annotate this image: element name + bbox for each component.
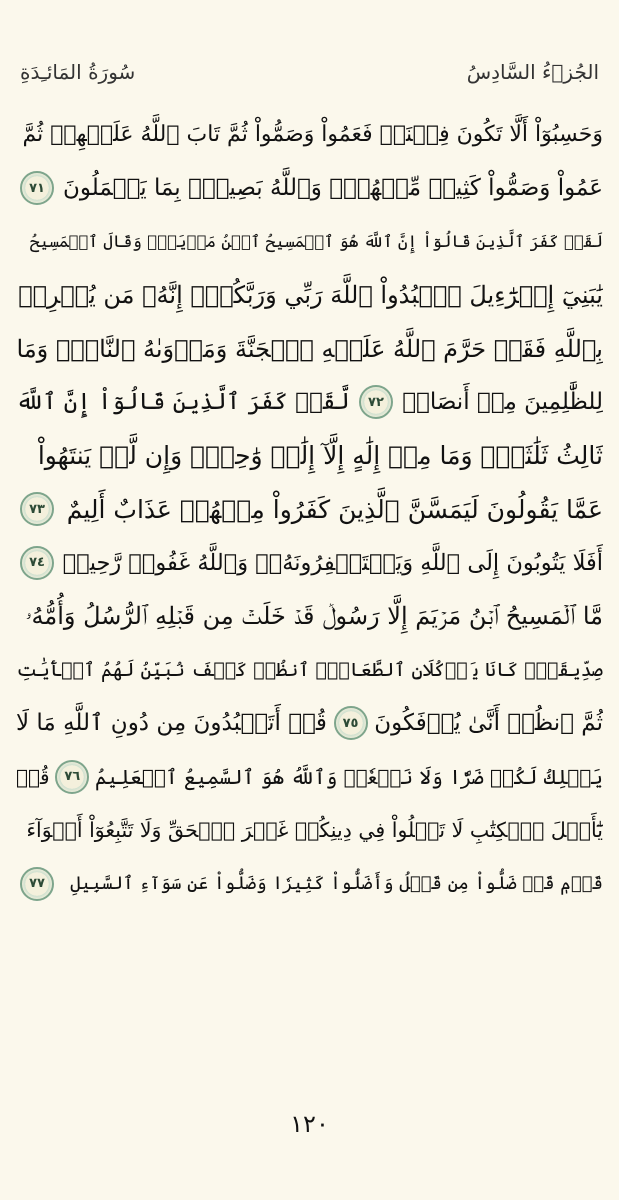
- text-line: [16, 162, 603, 216]
- text-line: [16, 697, 603, 751]
- page-header: [20, 52, 599, 92]
- ayah-number-marker: ٧٢: [359, 385, 393, 419]
- text-line: [16, 643, 603, 697]
- verse-text: وَحَسِبُوٓاْ أَلَّا تَكُونَ فِتۡنَةٞ فَعَمُواْ وَصَمُّواْ ثُمَّ تَابَ ٱللَّهُ عَلَيۡهِمۡ ثُمَّ: [22, 122, 603, 148]
- verse-text: يَمۡلِكُ لَكُمۡ ضَرّٗا وَلَا نَفۡعٗاۚ وَٱللَّهُ هُوَ ٱلسَّمِيعُ ٱلۡعَلِيمُ: [95, 764, 603, 789]
- text-line: [16, 750, 603, 804]
- quran-text: [16, 108, 603, 911]
- verse-text: بِٱللَّهِ فَقَدۡ حَرَّمَ ٱللَّهُ عَلَيۡهِ ٱلۡجَنَّةَ وَمَأۡوَىٰهُ ٱلنَّارُۖ وَمَا: [16, 334, 603, 363]
- text-line: [16, 376, 603, 430]
- verse-text: عَمُواْ وَصَمُّواْ كَثِيرٞ مِّنۡهُمۡۚ وَٱللَّهُ بَصِيرُۢ بِمَا يَعۡمَلُونَ: [63, 175, 603, 202]
- verse-text: ثُمَّ ٱنظُرۡ أَنَّىٰ يُؤۡفَكُونَ: [374, 710, 603, 737]
- ayah-number-marker: ٧٥: [334, 706, 368, 740]
- verse-text: يَٰٓأَهۡلَ ٱلۡكِتَٰبِ لَا تَغۡلُواْ فِي دِينِكُمۡ غَيۡرَ ٱلۡحَقِّ وَلَا تَتَّبِعُوٓاْ أَهۡوَآءَ: [26, 818, 603, 843]
- verse-text: عَمَّا يَقُولُونَ لَيَمَسَّنَّ ٱلَّذِينَ كَفَرُواْ مِنۡهُمۡ عَذَابٌ أَلِيمٌ: [66, 494, 603, 524]
- text-line: [16, 322, 603, 376]
- ayah-number-marker: ٧٣: [20, 492, 54, 526]
- text-line: [16, 590, 603, 644]
- verse-text: لِلظَّٰلِمِينَ مِنۡ أَنصَارٖ: [402, 389, 603, 416]
- page-number: ١٢٠: [290, 1110, 329, 1138]
- text-line: [16, 215, 603, 269]
- ayah-number-marker: ٧٤: [20, 546, 54, 580]
- text-line: [16, 857, 603, 911]
- surah-label: سُورَةُ المَائـِدَةِ: [20, 60, 136, 84]
- ayah-number-marker: ٧٦: [55, 760, 89, 794]
- text-line: [16, 536, 603, 590]
- text-line: [16, 429, 603, 483]
- text-line: [16, 804, 603, 858]
- ayah-number-marker: ٧٧: [20, 867, 54, 901]
- verse-text: قَوۡمٖ قَدۡ ضَلُّواْ مِن قَبۡلُ وَأَضَلُّواْ كَثِيرٗا وَضَلُّواْ عَن سَوَآءِ ٱلسَّبِيلِ: [70, 873, 603, 895]
- verse-text: أَفَلَا يَتُوبُونَ إِلَى ٱللَّهِ وَيَسۡتَغۡفِرُونَهُۥۚ وَٱللَّهُ غَفُورٞ رَّحِيمٞ: [62, 549, 603, 576]
- text-line: [16, 108, 603, 162]
- verse-text: يَٰبَنِيٓ إِسۡرَٰٓءِيلَ ٱعۡبُدُواْ ٱللَّهَ رَبِّي وَرَبَّكُمۡۖ إِنَّهُۥ مَن يُشۡرِكۡ: [18, 281, 603, 310]
- verse-text: لَقَدۡ كَفَرَ ٱلَّذِينَ قَالُوٓاْ إِنَّ ٱللَّهَ هُوَ ٱلۡمَسِيحُ ٱبۡنُ مَرۡيَمَۖ وَقَالَ ٱلۡمَسِيحُ: [29, 232, 603, 252]
- text-line: [16, 269, 603, 323]
- verse-text: قُلۡ أَتَعۡبُدُونَ مِن دُونِ ٱللَّهِ مَا لَا: [16, 710, 327, 737]
- juz-label: الجُزۡءُ السَّادِسُ: [466, 60, 599, 84]
- verse-text: مَّا ٱلۡمَسِيحُ ٱبۡنُ مَرۡيَمَ إِلَّا رَسُولٞ قَدۡ خَلَتۡ مِن قَبۡلِهِ ٱلرُّسُلُ وَأُمُّهُۥ: [25, 602, 603, 631]
- ayah-number-marker: ٧١: [20, 171, 54, 205]
- verse-text: صِدِّيقَةٞۖ كَانَا يَأۡكُلَانِ ٱلطَّعَامَۗ ٱنظُرۡ كَيۡفَ نُبَيِّنُ لَهُمُ ٱلۡأٓيَٰتِ: [16, 658, 603, 681]
- text-line: [16, 483, 603, 537]
- verse-text: ثَالِثُ ثَلَٰثَةٖۘ وَمَا مِنۡ إِلَٰهٍ إِلَّآ إِلَٰهٞ وَٰحِدٞۚ وَإِن لَّمۡ يَنتَهُواْ: [37, 441, 603, 471]
- verse-text: لَّقَدۡ كَفَرَ ٱلَّذِينَ قَالُوٓاْ إِنَّ ٱللَّهَ: [16, 389, 350, 416]
- verse-text: قُلۡ: [16, 764, 50, 789]
